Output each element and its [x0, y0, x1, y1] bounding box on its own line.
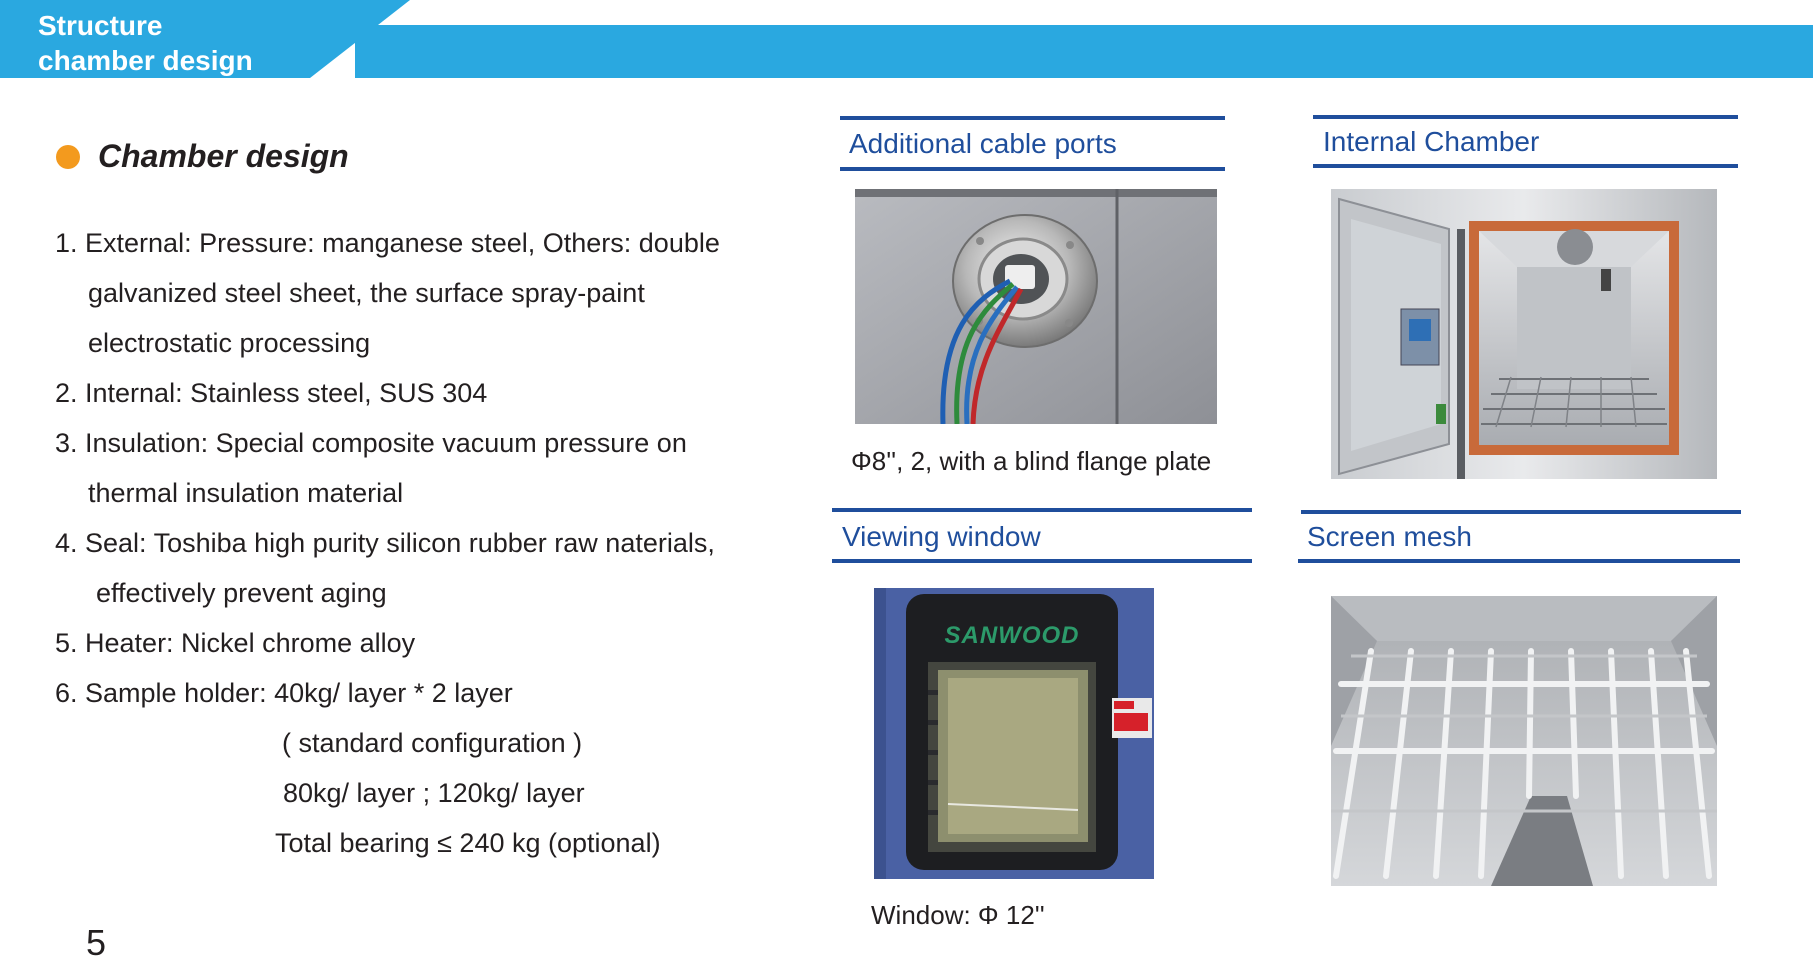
section-rule	[840, 167, 1225, 171]
spec-line: Total bearing ≤ 240 kg (optional)	[275, 828, 661, 858]
cable-ports-title: Additional cable ports	[849, 128, 1117, 159]
spec-line: 80kg/ layer ; 120kg/ layer	[283, 778, 585, 808]
internal-chamber-photo	[1331, 189, 1717, 479]
spec-line: 5. Heater: Nickel chrome alloy	[55, 628, 416, 658]
spec-line: thermal insulation material	[88, 478, 404, 508]
internal-chamber-title: Internal Chamber	[1323, 126, 1540, 157]
banner-title	[38, 8, 253, 78]
section-rule	[832, 559, 1252, 563]
spec-list	[55, 218, 720, 868]
spec-line: 6. Sample holder: 40kg/ layer * 2 layer	[55, 678, 513, 708]
viewing-window-photo	[874, 588, 1154, 879]
section-rule	[1298, 559, 1740, 563]
spec-line: galvanized steel sheet, the surface spray-paint	[88, 278, 645, 308]
spec-line: 3. Insulation: Special composite vacuum pressure on	[55, 428, 687, 458]
spec-line: effectively prevent aging	[96, 578, 387, 608]
page-number: 5	[86, 922, 107, 963]
brand-logo: SANWOOD	[944, 622, 1080, 649]
spec-line: 1. External: Pressure: manganese steel, Others: double	[55, 228, 720, 258]
bullet-dot-icon	[56, 145, 80, 169]
header-banner-strip	[355, 25, 1813, 78]
section-rule	[1313, 115, 1738, 119]
section-heading	[56, 138, 349, 175]
spec-line: 2. Internal: Stainless steel, SUS 304	[55, 378, 488, 408]
section-rule	[840, 116, 1225, 120]
banner-title-line-2: chamber design	[38, 45, 253, 76]
screen-mesh-title: Screen mesh	[1307, 521, 1472, 552]
section-rule	[832, 508, 1252, 512]
spec-line: 4. Seal: Toshiba high purity silicon rubber raw naterials,	[55, 528, 715, 558]
screen-mesh-photo	[1331, 596, 1717, 886]
section-rule	[1313, 164, 1738, 168]
cable-port-photo	[855, 189, 1217, 424]
viewing-window-title: Viewing window	[842, 521, 1041, 552]
heading-text: Chamber design	[98, 138, 349, 174]
spec-line: ( standard configuration )	[282, 728, 583, 758]
banner-title-line-1: Structure	[38, 10, 163, 41]
viewing-window-caption: Window: Φ 12''	[871, 900, 1045, 930]
cable-ports-caption: Φ8'', 2, with a blind flange plate	[851, 446, 1212, 476]
section-rule	[1301, 510, 1741, 514]
spec-line: electrostatic processing	[88, 328, 371, 358]
